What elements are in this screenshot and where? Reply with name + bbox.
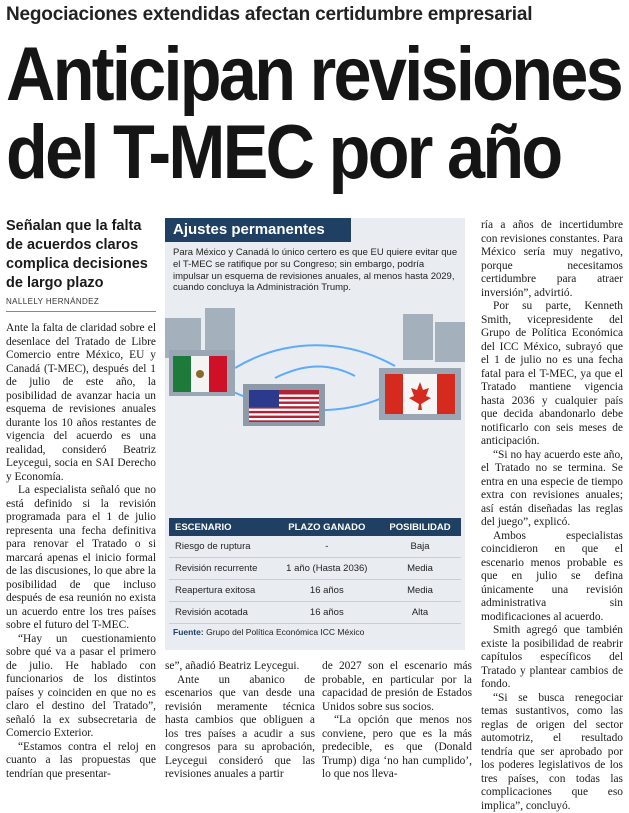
- table-cell: 16 años: [275, 580, 379, 602]
- paragraph: “Hay un cuestionamiento sobre qué va a pasar el primero de julio. He hablado con funcionarios de los distintos países y coinciden en que no es claro el destino del Tratado”, señaló la ex subsecretaria de Comercio Exterior.: [6, 633, 156, 741]
- table-cell: -: [275, 536, 379, 558]
- paragraph: ría a años de incertidumbre con revisiones constantes. Para México sería muy negativo, porque necesitamos certidumbre para atraer inversión”, advirtió.: [481, 219, 623, 300]
- mexico-flag-container-icon: [169, 350, 235, 396]
- paragraph: La especialista señaló que no está definido si la revisión programada para el 1 de julio representa una fecha definitiva para renovar el Tratado o si marcará apenas el inicio formal de las discusiones, lo que abre la posibilidad de que incluso después de esa reunión no exista un acuerdo entre los tres países sobre el futuro del T-MEC.: [6, 484, 156, 633]
- paragraph: se”, añadió Beatriz Leycegui.: [165, 660, 315, 674]
- table-header: PLAZO GANADO: [275, 518, 379, 536]
- source-text: Grupo del Política Económica ICC México: [206, 627, 364, 637]
- table-source: [173, 627, 364, 637]
- table-cell: 16 años: [275, 602, 379, 624]
- kicker: Negociaciones extendidas afectan certidumbre empresarial: [6, 4, 532, 26]
- sidebar-text: Para México y Canadá lo único certero es que EU quiere evitar que el T-MEC se ratifique por su Congreso; sin embargo, podría impulsar un esquema de revisiones anuales, al menos hasta 2029, cuando concluya la Administración Trump.: [173, 247, 461, 294]
- paragraph: Ante la falta de claridad sobre el desenlace del Tratado de Libre Comercio entre México, EU y Canadá (T-MEC), después del 1 de julio de este año, la posibilidad de avanzar hacia un esquema de revisiones anuales durante los 10 años restantes de vigencia del acuerdo es una realidad, consideró Beatriz Leycegui, socia en SAI Derecho y Economía.: [6, 322, 156, 484]
- table-row: [169, 558, 461, 580]
- paragraph: Smith agregó que también existe la posibilidad de reabrir capítulos específicos del Tratado y plantear cambios de fondo.: [481, 624, 623, 692]
- table-row: [169, 580, 461, 602]
- table-row: [169, 536, 461, 558]
- paragraph: “Si no hay acuerdo este año, el Tratado no se termina. Se entra en una especie de tiempo extra con revisiones anuales; así están diseñadas las reglas del juego”, explicó.: [481, 449, 623, 530]
- byline: NALLELY HERNÁNDEZ: [6, 297, 99, 306]
- table-header-row: [169, 518, 461, 536]
- paragraph: “Estamos contra el reloj en cuanto a las propuestas que tendrían que presentar-: [6, 741, 156, 782]
- sidebar-box: [165, 218, 465, 650]
- table-cell: Alta: [379, 602, 461, 624]
- deck: Señalan que la falta de acuerdos claros complica decisiones de largo plazo: [6, 217, 156, 293]
- paragraph: Ambos especialistas coincidieron en que el escenario menos probable es que en julio se defina únicamente una revisión administrativa sin modificaciones al acuerdo.: [481, 530, 623, 625]
- paragraph: “La opción que menos nos conviene, pero que es la más predecible, es que (Donald Trump) diga ‘no han cumplido’, lo que nos lleva-: [322, 714, 472, 782]
- table-cell: Media: [379, 580, 461, 602]
- headline-line-2: del T-MEC por año: [6, 114, 564, 192]
- byline-rule: [6, 311, 156, 312]
- canada-flag-container-icon: [379, 368, 461, 420]
- table-cell: Revisión acotada: [169, 602, 275, 624]
- article-column-2: [165, 660, 315, 782]
- table-cell: Media: [379, 558, 461, 580]
- table-cell: Baja: [379, 536, 461, 558]
- usa-flag-container-icon: [243, 384, 325, 426]
- table-cell: Revisión recurrente: [169, 558, 275, 580]
- sidebar-title: Ajustes permanentes: [165, 218, 351, 242]
- article-column-3: [322, 660, 472, 782]
- table-header: POSIBILIDAD: [379, 518, 461, 536]
- table-cell: 1 año (Hasta 2036): [275, 558, 379, 580]
- paragraph: Por su parte, Kenneth Smith, vicepresidente del Grupo de Política Económica del ICC México, subrayó que el 1 de julio no es una fecha fatal para el T-MEC, ya que el Tratado mantiene vigencia hasta 2036 y cualquier país que decida abandonarlo debe notificarlo con seis meses de anticipación.: [481, 300, 623, 449]
- headline-line-1: Anticipan revisiones: [6, 36, 564, 114]
- source-label: Fuente:: [173, 627, 204, 637]
- containers-illustration: [165, 308, 465, 426]
- table-row: [169, 602, 461, 624]
- scenarios-table: [169, 518, 461, 624]
- paragraph: de 2027 son el escenario más probable, en particular por la capacidad de presión de Estados Unidos sobre sus socios.: [322, 660, 472, 714]
- article-column-1: [6, 322, 156, 781]
- paragraph: “Si se busca renegociar temas sustantivos, como las reglas de origen del sector automotriz, el resultado tendría que ser aprobado por los poderes legislativos de los tres países, con todas las complicaciones que eso implica”, concluyó.: [481, 692, 623, 813]
- table-cell: Reapertura exitosa: [169, 580, 275, 602]
- table-header: ESCENARIO: [169, 518, 275, 536]
- paragraph: Ante un abanico de escenarios que van desde una revisión meramente técnica hasta cambios que obliguen a los tres países a acudir a sus congresos para su aprobación, Leycegui consideró que las revisiones anuales a partir: [165, 674, 315, 782]
- article-column-4: [481, 219, 623, 813]
- table-cell: Riesgo de ruptura: [169, 536, 275, 558]
- headline: [6, 36, 564, 192]
